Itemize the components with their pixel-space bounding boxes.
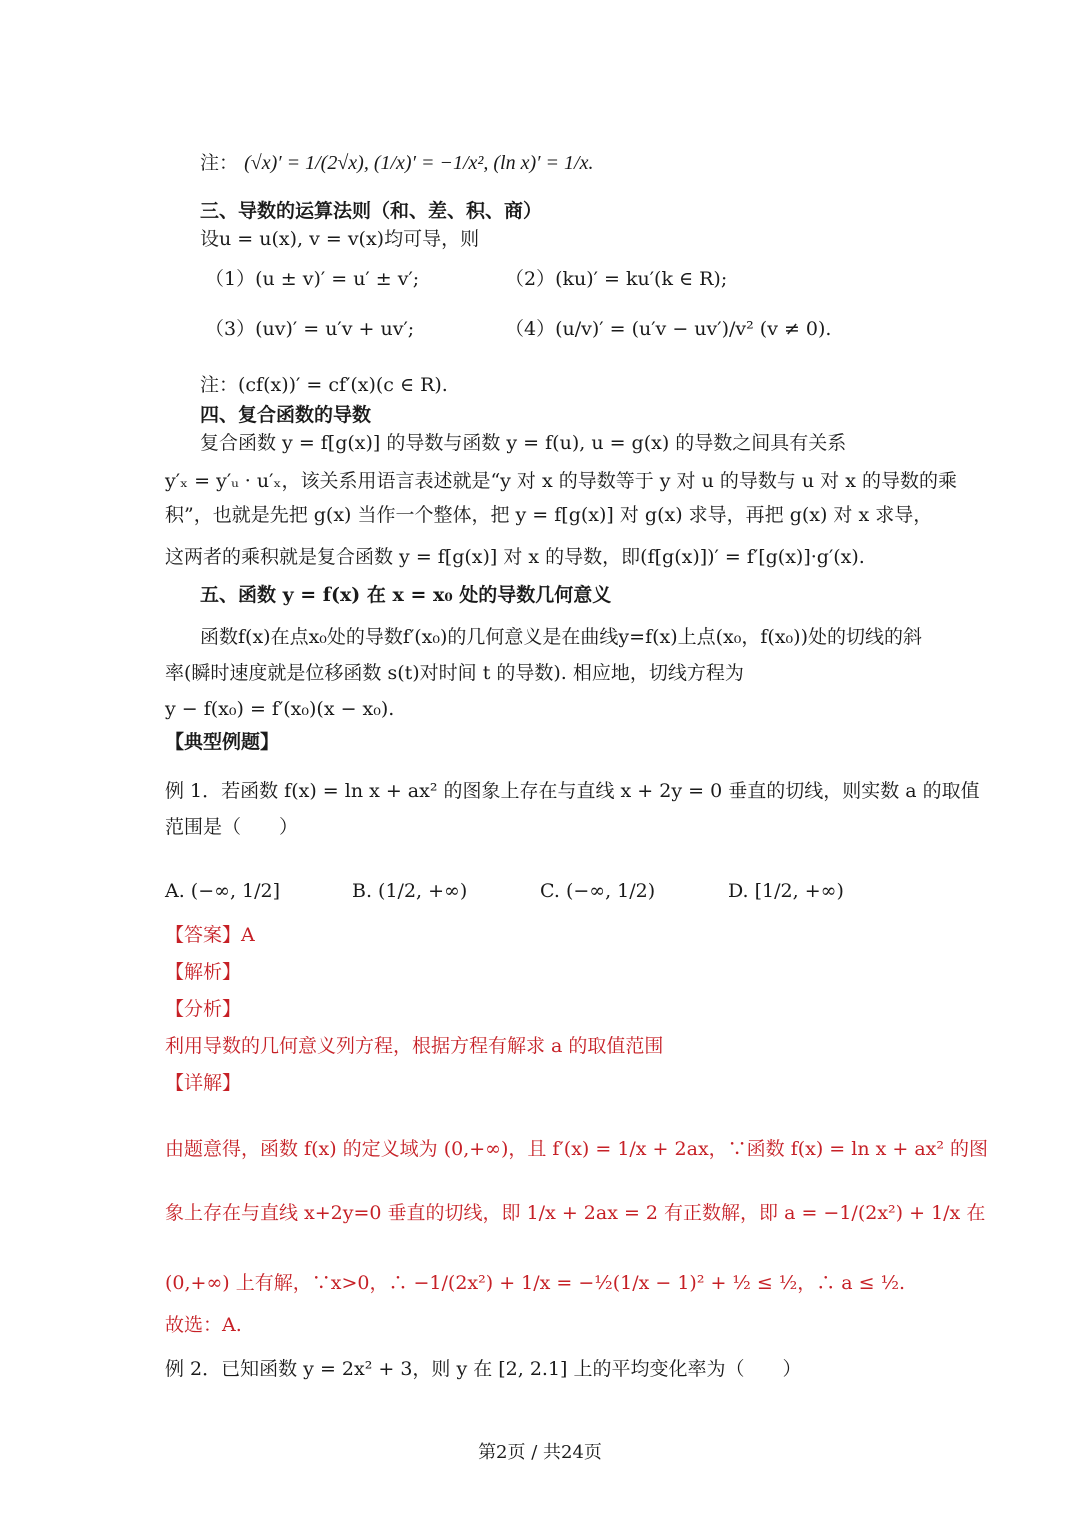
option-c: C. (−∞, 1/2)	[540, 880, 656, 902]
section-4-p1: 复合函数 y = f[g(x)] 的导数与函数 y = f(u), u = g(x) 的导数之间具有关系	[200, 432, 847, 454]
section-3-intro: 设u = u(x), v = v(x)均可导，则	[200, 228, 480, 250]
section-4-p4: 这两者的乘积就是复合函数 y = f[g(x)] 对 x 的导数，即(f[g(x)])′ = f′[g(x)]·g′(x).	[165, 546, 865, 568]
example-1-question: 例 1．若函数 f(x) = ln x + ax² 的图象上存在与直线 x + 2y = 0 垂直的切线，则实数 a 的取值	[165, 780, 980, 802]
note-label: 注：	[200, 152, 239, 174]
example-2-question: 例 2．已知函数 y = 2x² + 3，则 y 在 [2, 2.1] 上的平均变化率为（ ）	[165, 1358, 802, 1380]
option-d: D. [1/2, +∞)	[728, 880, 844, 902]
rule-4: （4）(u/v)′ = (u′v − uv′)/v² (v ≠ 0).	[505, 318, 832, 340]
rule-1: （1）(u ± v)′ = u′ ± v′;	[205, 268, 420, 290]
section-5-heading: 五、函数 y = f(x) 在 x = x₀ 处的导数几何意义	[200, 584, 612, 606]
section-5-p2: 率(瞬时速度就是位移函数 s(t)对时间 t 的导数). 相应地，切线方程为	[165, 662, 744, 684]
option-b: B. (1/2, +∞)	[352, 880, 468, 902]
section-4-heading: 四、复合函数的导数	[200, 404, 372, 426]
analysis-label: 【解析】	[165, 961, 242, 983]
detail-line-1: 由题意得，函数 f(x) 的定义域为 (0,+∞)，且 f′(x) = 1/x + 2ax，∵函数 f(x) = ln x + ax² 的图	[165, 1138, 989, 1160]
rule-2: （2）(ku)′ = ku′(k ∈ R);	[505, 268, 728, 290]
conclusion: 故选：A.	[165, 1314, 242, 1336]
examples-heading: 【典型例题】	[165, 731, 280, 753]
analysis-sub-label: 【分析】	[165, 998, 242, 1020]
page-footer: 第2页 / 共24页	[478, 1442, 602, 1463]
analysis-text: 利用导数的几何意义列方程，根据方程有解求 a 的取值范围	[165, 1035, 664, 1057]
note-formula: (√x)′ = 1/(2√x), (1/x)′ = −1/x², (ln x)′ = 1/x.	[244, 152, 594, 174]
example-1-question-cont: 范围是（ ）	[165, 816, 299, 838]
detail-line-2: 象上存在与直线 x+2y=0 垂直的切线，即 1/x + 2ax = 2 有正数解，即 a = −1/(2x²) + 1/x 在	[165, 1202, 986, 1224]
rule-3: （3）(uv)′ = u′v + uv′;	[205, 318, 415, 340]
note-derivatives	[200, 148, 593, 175]
detail-line-3: (0,+∞) 上有解，∵x>0，∴ −1/(2x²) + 1/x = −½(1/x − 1)² + ½ ≤ ½，∴ a ≤ ½.	[165, 1272, 906, 1294]
option-a: A. (−∞, 1/2]	[165, 880, 281, 902]
section-3-note: 注：(cf(x))′ = cf′(x)(c ∈ R).	[200, 374, 448, 396]
section-3-heading: 三、导数的运算法则（和、差、积、商）	[200, 200, 543, 222]
detail-label: 【详解】	[165, 1072, 242, 1094]
section-5-p1: 函数f(x)在点x₀处的导数f′(x₀)的几何意义是在曲线y=f(x)上点(x₀，f(x₀))处的切线的斜	[200, 626, 922, 648]
section-4-p3: 积”，也就是先把 g(x) 当作一个整体，把 y = f[g(x)] 对 g(x) 求导，再把 g(x) 对 x 求导，	[165, 504, 933, 526]
tangent-equation: y − f(x₀) = f′(x₀)(x − x₀).	[165, 698, 395, 720]
section-4-p2: y′ₓ = y′ᵤ · u′ₓ，该关系用语言表述就是“y 对 x 的导数等于 y 对 u 的导数与 u 对 x 的导数的乘	[165, 470, 957, 492]
answer-label: 【答案】A	[165, 924, 255, 946]
